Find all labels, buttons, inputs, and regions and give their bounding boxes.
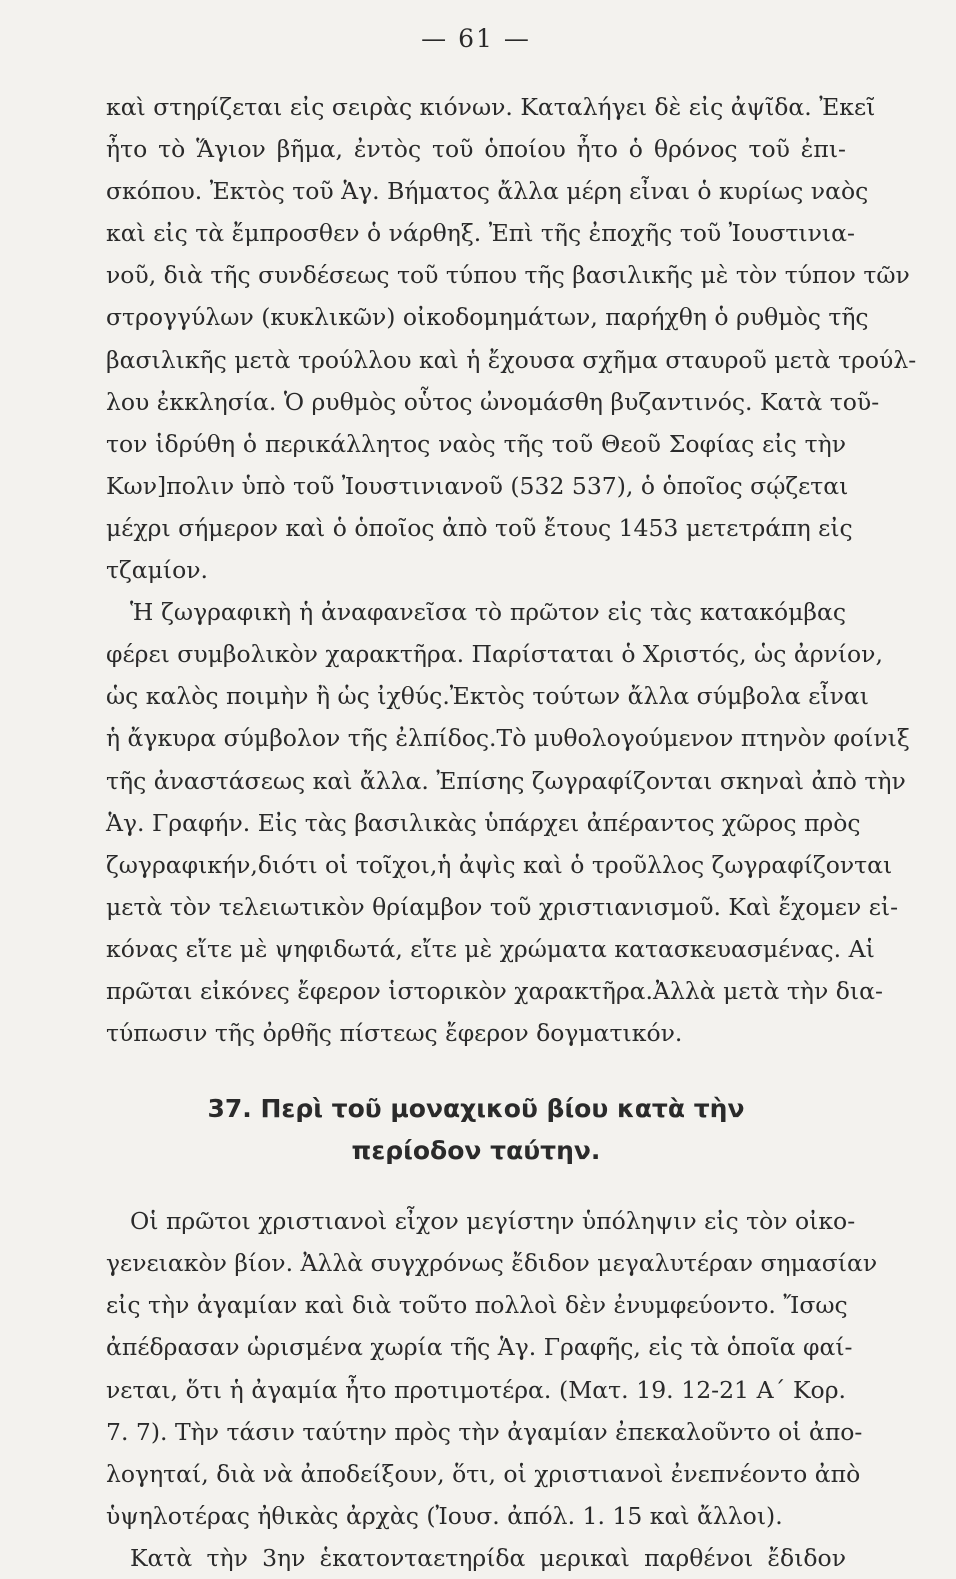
text-line: βασιλικῆς μετὰ τρούλλου καὶ ἡ ἔχουσα σχῆμα σταυροῦ μετὰ τρούλ- bbox=[106, 345, 917, 374]
text-line: φέρει συμβολικὸν χαρακτῆρα. Παρίσταται ὁ Χριστός, ὡς ἀρνίον, bbox=[106, 640, 883, 669]
text-line: μέχρι σήμερον καὶ ὁ ὁποῖος ἀπὸ τοῦ ἔτους 1453 μετετράπη εἰς bbox=[106, 513, 853, 542]
text-line: λου ἐκκλησία. Ὁ ρυθμὸς οὗτος ὠνομάσθη βυζαντινός. Κατὰ τοῦ- bbox=[106, 387, 880, 416]
text-line: Κων]πολιν ὑπὸ τοῦ Ἰουστινιανοῦ (532 537), ὁ ὁποῖος σῴζεται bbox=[106, 471, 849, 500]
paragraph-architecture bbox=[106, 86, 917, 591]
text-line: Ἡ ζωγραφικὴ ἡ ἀναφανεῖσα τὸ πρῶτον εἰς τὰς κατακόμβας bbox=[130, 598, 846, 627]
text-line: τύπωσιν τῆς ὀρθῆς πίστεως ἔφερον δογματικόν. bbox=[106, 1019, 683, 1048]
text-line: τζαμίον. bbox=[106, 556, 208, 585]
section-heading bbox=[106, 1088, 846, 1172]
text-line: νοῦ, διὰ τῆς συνδέσεως τοῦ τύπου τῆς βασιλικῆς μὲ τὸν τύπον τῶν bbox=[106, 261, 910, 290]
text-line: καὶ εἰς τὰ ἔμπροσθεν ὁ νάρθηξ. Ἐπὶ τῆς ἐποχῆς τοῦ Ἰουστινια- bbox=[106, 219, 855, 248]
paragraph-virgins bbox=[106, 1537, 846, 1579]
text-line: 7. 7). Τὴν τάσιν ταύτην πρὸς τὴν ἀγαμίαν ἐπεκαλοῦντο οἱ ἀπο- bbox=[106, 1417, 863, 1446]
text-line: στρογγύλων (κυκλικῶν) οἰκοδομημάτων, παρήχθη ὁ ρυθμὸς τῆς bbox=[106, 303, 869, 332]
heading-line: περίοδον ταύτην. bbox=[351, 1136, 601, 1166]
text-line: τῆς ἀναστάσεως καὶ ἄλλα. Ἐπίσης ζωγραφίζονται σκηναὶ ἀπὸ τὴν bbox=[106, 766, 906, 795]
text-line: ἡ ἄγκυρα σύμβολον τῆς ἐλπίδος.Τὸ μυθολογούμενον πτηνὸν φοίνιξ bbox=[106, 724, 910, 753]
text-line: καὶ στηρίζεται εἰς σειρὰς κιόνων. Καταλήγει δὲ εἰς ἀψῖδα. Ἐκεῖ bbox=[106, 93, 876, 121]
text-line: λογηταί, διὰ νὰ ἀποδείξουν, ὅτι, οἱ χριστιανοὶ ἐνεπνέοντο ἀπὸ bbox=[106, 1459, 861, 1488]
text-line: μετὰ τὸν τελειωτικὸν θρίαμβον τοῦ χριστιανισμοῦ. Καὶ ἔχομεν εἰ- bbox=[106, 892, 899, 921]
text-line: Ἁγ. Γραφήν. Εἰς τὰς βασιλικὰς ὑπάρχει ἀπέραντος χῶρος πρὸς bbox=[106, 808, 861, 837]
text-line: ὑψηλοτέρας ἠθικὰς ἀρχὰς (Ἰουσ. ἀπόλ. 1. 15 καὶ ἄλλοι). bbox=[106, 1501, 783, 1530]
text-line: πρῶται εἰκόνες ἔφερον ἱστορικὸν χαρακτῆρα.Ἀλλὰ μετὰ τὴν δια- bbox=[106, 976, 883, 1005]
text-line: ὡς καλὸς ποιμὴν ἢ ὡς ἰχθύς.Ἐκτὸς τούτων ἄλλα σύμβολα εἶναι bbox=[106, 682, 869, 711]
text-line: ζωγραφικήν,διότι οἱ τοῖχοι,ἡ ἀψὶς καὶ ὁ τροῦλλος ζωγραφίζονται bbox=[106, 850, 893, 879]
text-line: εἰς τὴν ἀγαμίαν καὶ διὰ τοῦτο πολλοὶ δὲν ἐνυμφεύοντο. Ἴσως bbox=[106, 1291, 848, 1320]
text-line: ἀπέδρασαν ὡρισμένα χωρία τῆς Ἁγ. Γραφῆς, εἰς τὰ ὁποῖα φαί- bbox=[106, 1333, 853, 1362]
page-number: — 61 — bbox=[421, 24, 531, 53]
text-line: Κατὰ τὴν 3ην ἑκατονταετηρίδα μερικαὶ παρθένοι ἔδιδον bbox=[130, 1543, 846, 1572]
text-line: νεται, ὅτι ἡ ἀγαμία ἦτο προτιμοτέρα. (Ματ. 19. 12-21 Α΄ Κορ. bbox=[106, 1375, 846, 1404]
text-line: σκόπου. Ἐκτὸς τοῦ Ἁγ. Βήματος ἄλλα μέρη εἶναι ὁ κυρίως ναὸς bbox=[106, 177, 869, 206]
text-line: τον ἱδρύθη ὁ περικάλλητος ναὸς τῆς τοῦ Θεοῦ Σοφίας εἰς τὴν bbox=[106, 429, 846, 458]
paragraph-monastic bbox=[106, 1200, 878, 1537]
paragraph-painting bbox=[106, 591, 910, 1054]
heading-line: 37. Περὶ τοῦ μοναχικοῦ βίου κατὰ τὴν bbox=[207, 1094, 745, 1124]
text-line: γενειακὸν βίον. Ἀλλὰ συγχρόνως ἔδιδον μεγαλυτέραν σημασίαν bbox=[106, 1249, 878, 1278]
text-line: Οἱ πρῶτοι χριστιανοὶ εἶχον μεγίστην ὑπόληψιν εἰς τὸν οἰκο- bbox=[130, 1207, 856, 1236]
text-line: ἦτο τὸ Ἅγιον βῆμα, ἐντὸς τοῦ ὁποίου ἦτο ὁ θρόνος τοῦ ἐπι- bbox=[106, 135, 846, 164]
text-line: κόνας εἴτε μὲ ψηφιδωτά, εἴτε μὲ χρώματα κατασκευασμένας. Αἱ bbox=[106, 934, 875, 963]
